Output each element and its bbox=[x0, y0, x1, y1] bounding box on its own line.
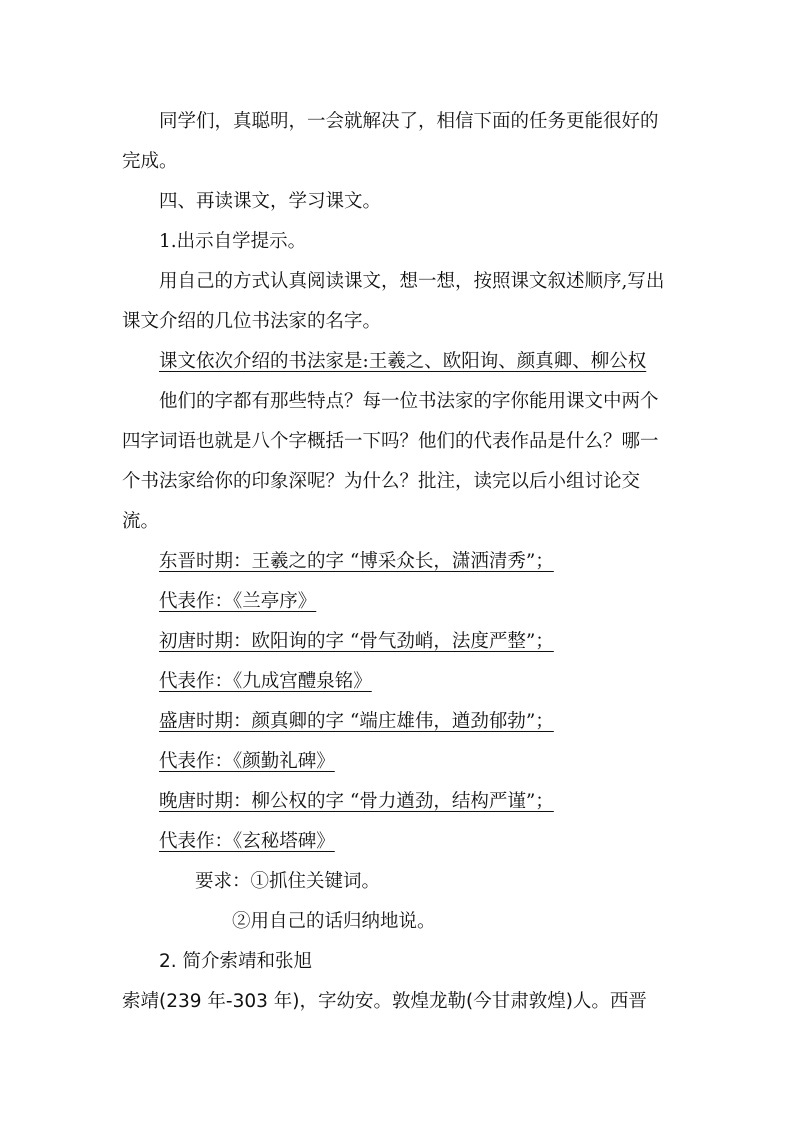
list-heading: 1.出示自学提示。 bbox=[159, 231, 307, 252]
calligrapher-line: 东晋时期：王羲之的字 “博采众长，潇洒清秀”； bbox=[159, 551, 554, 572]
answer-line: 课文依次介绍的书法家是:王羲之、欧阳询、颜真卿、柳公权 bbox=[159, 351, 647, 372]
requirement-line: 要求：①抓住关键词。 bbox=[195, 871, 381, 892]
list-heading: 2. 简介索靖和张旭 bbox=[159, 951, 313, 972]
requirement-line: ②用自己的话归纳地说。 bbox=[232, 911, 436, 932]
paragraph-line: 流。 bbox=[122, 511, 160, 532]
paragraph-line: 同学们，真聪明，一会就解决了，相信下面的任务更能很好的 bbox=[159, 111, 659, 132]
paragraph-line: 四字词语也就是八个字概括一下吗？他们的代表作品是什么？哪一 bbox=[122, 431, 659, 452]
masterpiece-line: 代表作：《兰亭序》 bbox=[159, 591, 317, 612]
section-heading: 四、再读课文，学习课文。 bbox=[159, 191, 382, 212]
masterpiece-line: 代表作：《玄秘塔碑》 bbox=[159, 831, 335, 852]
paragraph-line: 用自己的方式认真阅读课文，想一想，按照课文叙述顺序,写出 bbox=[159, 271, 665, 292]
masterpiece-line: 代表作：《颜勤礼碑》 bbox=[159, 751, 335, 772]
paragraph-line: 完成。 bbox=[122, 151, 178, 172]
paragraph-line: 索靖(239 年-303 年)，字幼安。敦煌龙勒(今甘肃敦煌)人。西晋 bbox=[122, 991, 647, 1012]
paragraph-line: 个书法家给你的印象深呢？为什么？批注，读完以后小组讨论交 bbox=[122, 471, 641, 492]
calligrapher-line: 晚唐时期：柳公权的字 “骨力遒劲，结构严谨”； bbox=[159, 791, 554, 812]
calligrapher-line: 初唐时期：欧阳询的字 “骨气劲峭，法度严整”； bbox=[159, 631, 554, 652]
paragraph-line: 课文介绍的几位书法家的名字。 bbox=[122, 311, 382, 332]
paragraph-line: 他们的字都有那些特点？每一位书法家的字你能用课文中两个 bbox=[159, 391, 659, 412]
masterpiece-line: 代表作：《九成宫醴泉铭》 bbox=[159, 671, 372, 692]
calligrapher-line: 盛唐时期：颜真卿的字 “端庄雄伟，遒劲郁勃”； bbox=[159, 711, 554, 732]
